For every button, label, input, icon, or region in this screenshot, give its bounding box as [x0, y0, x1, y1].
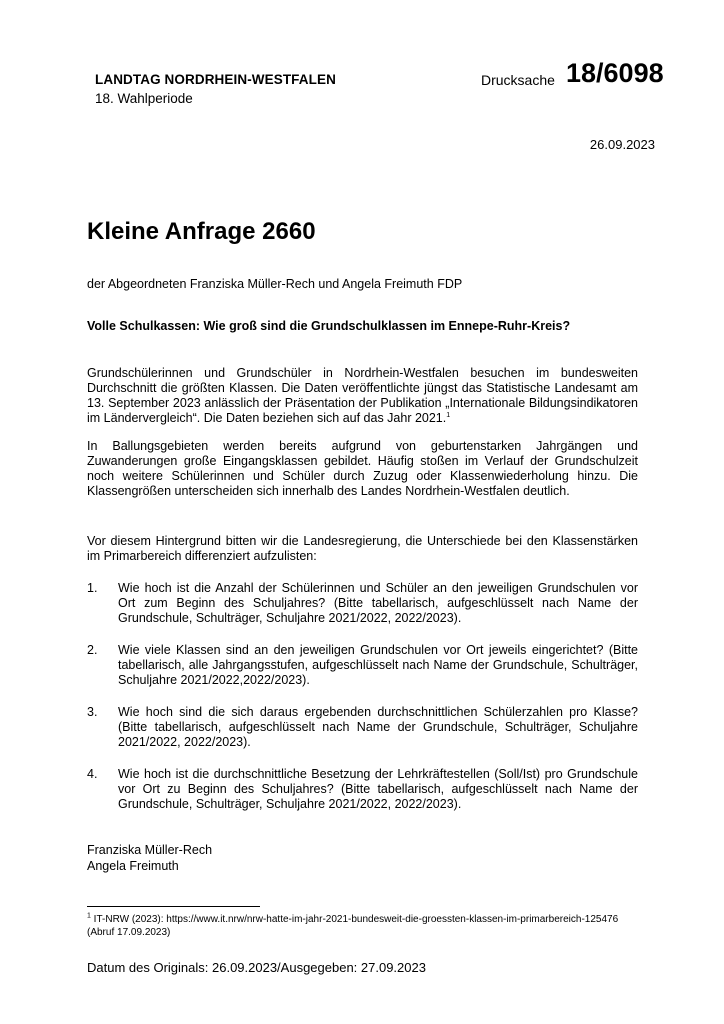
footnote-divider — [87, 906, 260, 907]
question-item — [87, 767, 638, 812]
authors-line: der Abgeordneten Franziska Müller-Rech und Angela Freimuth FDP — [87, 277, 463, 291]
question-number: 4. — [87, 767, 98, 781]
question-number: 2. — [87, 643, 98, 657]
question-number: 3. — [87, 705, 98, 719]
question-text: Wie viele Klassen sind an den jeweiligen Grundschulen vor Ort jeweils eingerichtet? (Bitte tabellarisch, alle Jahrgangsstufen, aufgeschlüsselt nach Name der Grundschule, Schulträger, Schuljahre 2021/2022,2022/2023). — [118, 643, 638, 687]
signature-name: Franziska Müller-Rech — [87, 843, 213, 857]
signature-name: Angela Freimuth — [87, 859, 179, 873]
footnote — [87, 913, 627, 939]
drucksache-label: Drucksache — [481, 72, 555, 88]
paragraph-intro: Grundschülerinnen und Grundschüler in Nordrhein-Westfalen besuchen im bundesweiten Durchschnitt die größten Klassen. Die Daten veröffentlichte jüngst das Statistische Landesamt am 13. September 2023 anlässlich der Präsentation der Publikation „Internationale Bildungsindikatoren im Ländervergleich“. Die Daten beziehen sich auf das Jahr 2021.$^1$ — [87, 366, 638, 425]
paragraph-context: In Ballungsgebieten werden bereits aufgrund von geburtenstarken Jahrgängen und Zuwanderungen große Eingangsklassen gebildet. Häufig stoßen im Verlauf der Grundschulzeit noch weitere Schülerinnen und Schüler durch Zuzug oder Klassenwiederholung hinzu. Die Klassengrößen unterscheiden sich innerhalb des Landes Nordrhein-Westfalen deutlich. — [87, 439, 638, 498]
question-text: Wie hoch sind die sich daraus ergebenden durchschnittlichen Schülerzahlen pro Klasse? (Bitte tabellarisch, aufgeschlüsselt nach Name der Grundschule, Schulträger, Schuljahre 2021/2022, 2022/2023). — [118, 705, 638, 749]
drucksache-number: 18/6098 — [566, 58, 664, 88]
question-text: Wie hoch ist die Anzahl der Schülerinnen und Schüler an den jeweiligen Grundschulen vor Ort zum Beginn des Schuljahres? (Bitte tabellarisch, aufgeschlüsselt nach Name der Grundschule, Schulträger, Schuljahre 2021/2022, 2022/2023). — [118, 581, 638, 625]
publication-dates: Datum des Originals: 26.09.2023/Ausgegeben: 27.09.2023 — [87, 960, 426, 975]
parliament-name: LANDTAG NORDRHEIN-WESTFALEN — [95, 72, 336, 87]
question-item — [87, 705, 638, 750]
question-item — [87, 581, 638, 626]
footnote-number: 1 — [87, 912, 91, 920]
subject-heading: Volle Schulkassen: Wie groß sind die Grundschulklassen im Ennepe-Ruhr-Kreis? — [87, 319, 571, 333]
question-item — [87, 643, 638, 688]
question-text: Wie hoch ist die durchschnittliche Besetzung der Lehrkräftestellen (Soll/Ist) pro Grundschule vor Ort zu Beginn des Schuljahres? (Bitte tabellarisch, aufgeschlüsselt nach Name der Grundschule, Schulträger, Schuljahre 2021/2022, 2022/2023). — [118, 767, 638, 811]
question-number: 1. — [87, 581, 98, 595]
document-date: 26.09.2023 — [589, 137, 655, 152]
legislative-period: 18. Wahlperiode — [95, 91, 193, 106]
paragraph-request: Vor diesem Hintergrund bitten wir die Landesregierung, die Unterschiede bei den Klassenstärken im Primarbereich differenziert aufzulisten: — [87, 534, 638, 563]
document-title: Kleine Anfrage 2660 — [87, 218, 316, 245]
footnote-reference: 1 — [446, 411, 451, 419]
footnote-text: IT-NRW (2023): https://www.it.nrw/nrw-hatte-im-jahr-2021-bundesweit-die-groessten-klassen-im-primarbereich-125476 (Abruf 17.09.2023) — [87, 914, 619, 938]
